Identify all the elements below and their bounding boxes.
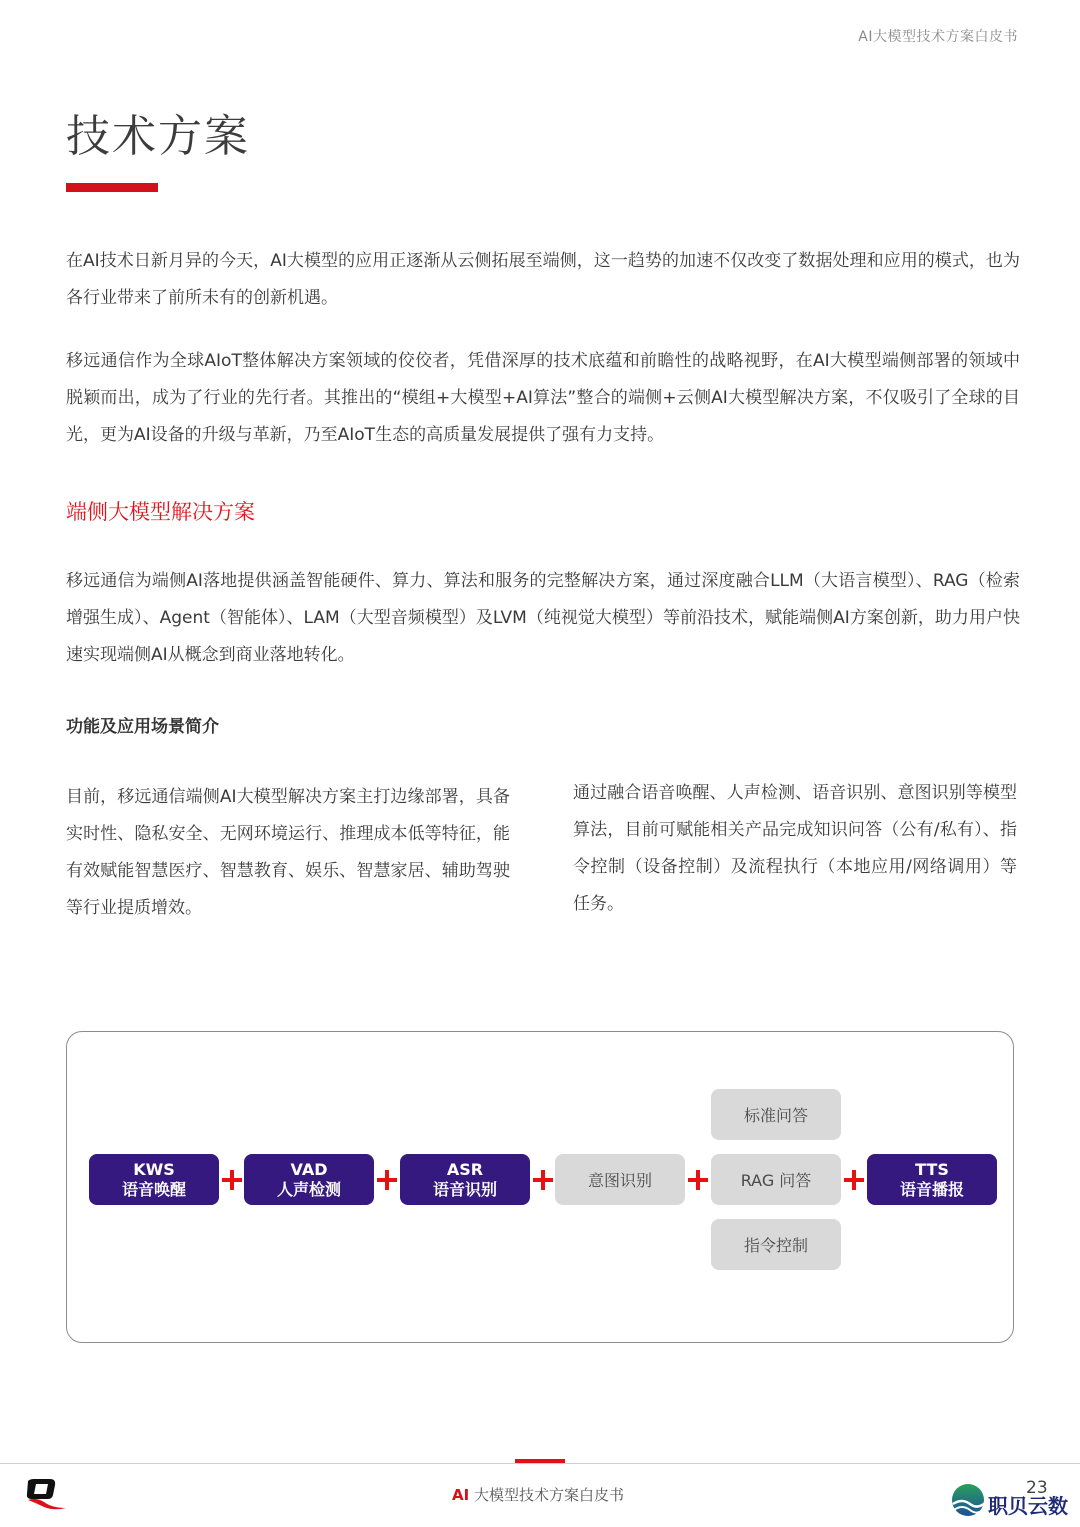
intro-paragraph-1: 在AI技术日新月异的今天，AI大模型的应用正逐渐从云侧拓展至端侧，这一趋势的加速不仅改变了数据处理和应用的模式，也为各行业带来了前所未有的创新机遇。 <box>66 251 1020 308</box>
node-kws-label: 语音唤醒 <box>121 1179 186 1199</box>
pipeline-diagram <box>66 1031 1014 1343</box>
footer-divider <box>0 1463 1080 1464</box>
plus-icon <box>377 1170 397 1190</box>
footer-title-prefix: AI <box>452 1486 470 1504</box>
intro-paragraph-2: 移远通信作为全球AIoT整体解决方案领域的佼佼者，凭借深厚的技术底蕴和前瞻性的战略视野，在AI大模型端侧部署的领域中脱颖而出，成为了行业的先行者。其推出的“模组+大模型+AI算法”整合的端侧+云侧AI大模型解决方案，不仅吸引了全球的目光，更为AI设备的升级与革新，乃至AIoT生态的高质量发展提供了强有力支持。 <box>66 351 1020 445</box>
node-tts <box>867 1154 997 1205</box>
page-number: 23 <box>1026 1478 1048 1498</box>
subheading: 功能及应用场景简介 <box>66 717 219 737</box>
watermark-text: 职贝云数 <box>988 1494 1068 1518</box>
node-vad <box>244 1154 374 1205</box>
node-asr-abbr: ASR <box>446 1159 484 1179</box>
footer-title <box>452 1484 624 1505</box>
node-rag-qa <box>711 1154 841 1205</box>
footer-title-rest: 大模型技术方案白皮书 <box>469 1486 624 1504</box>
node-kws <box>89 1154 219 1205</box>
section-heading: 端侧大模型解决方案 <box>66 500 255 524</box>
plus-icon <box>688 1170 708 1190</box>
node-standard-qa <box>711 1089 841 1140</box>
title-underline <box>66 183 158 192</box>
node-asr-label: 语音识别 <box>432 1179 497 1199</box>
plus-icon <box>844 1170 864 1190</box>
node-rag-qa-label: RAG 问答 <box>740 1171 812 1190</box>
plus-icon <box>533 1170 553 1190</box>
plus-icon <box>222 1170 242 1190</box>
node-intent-label: 意图识别 <box>587 1171 652 1190</box>
quectel-logo-icon <box>20 1478 70 1512</box>
page-title: 技术方案 <box>66 111 250 162</box>
node-vad-abbr: VAD <box>290 1159 328 1179</box>
node-standard-qa-label: 标准问答 <box>743 1106 808 1125</box>
node-intent <box>555 1154 685 1205</box>
node-tts-abbr: TTS <box>915 1159 949 1179</box>
node-command-control-label: 指令控制 <box>743 1236 808 1255</box>
left-column-text: 目前，移远通信端侧AI大模型解决方案主打边缘部署，具备实时性、隐私安全、无网环境运行、推理成本低等特征，能有效赋能智慧医疗、智慧教育、娱乐、智慧家居、辅助驾驶等行业提质增效。 <box>66 787 510 918</box>
footer-accent-bar <box>515 1459 565 1463</box>
node-kws-abbr: KWS <box>133 1159 175 1179</box>
running-header: AI大模型技术方案白皮书 <box>858 29 1018 45</box>
node-vad-label: 人声检测 <box>276 1179 341 1199</box>
section-paragraph: 移远通信为端侧AI落地提供涵盖智能硬件、算力、算法和服务的完整解决方案，通过深度融合LLM（大语言模型）、RAG（检索增强生成）、Agent（智能体）、LAM（大型音频模型）及LVM（纯视觉大模型）等前沿技术，赋能端侧AI方案创新，助力用户快速实现端侧AI从概念到商业落地转化。 <box>66 571 1020 665</box>
node-command-control <box>711 1219 841 1270</box>
node-asr <box>400 1154 530 1205</box>
right-column-text: 通过融合语音唤醒、人声检测、语音识别、意图识别等模型算法，目前可赋能相关产品完成知识问答（公有/私有）、指令控制（设备控制）及流程执行（本地应用/网络调用）等任务。 <box>573 783 1017 914</box>
node-tts-label: 语音播报 <box>899 1179 964 1199</box>
